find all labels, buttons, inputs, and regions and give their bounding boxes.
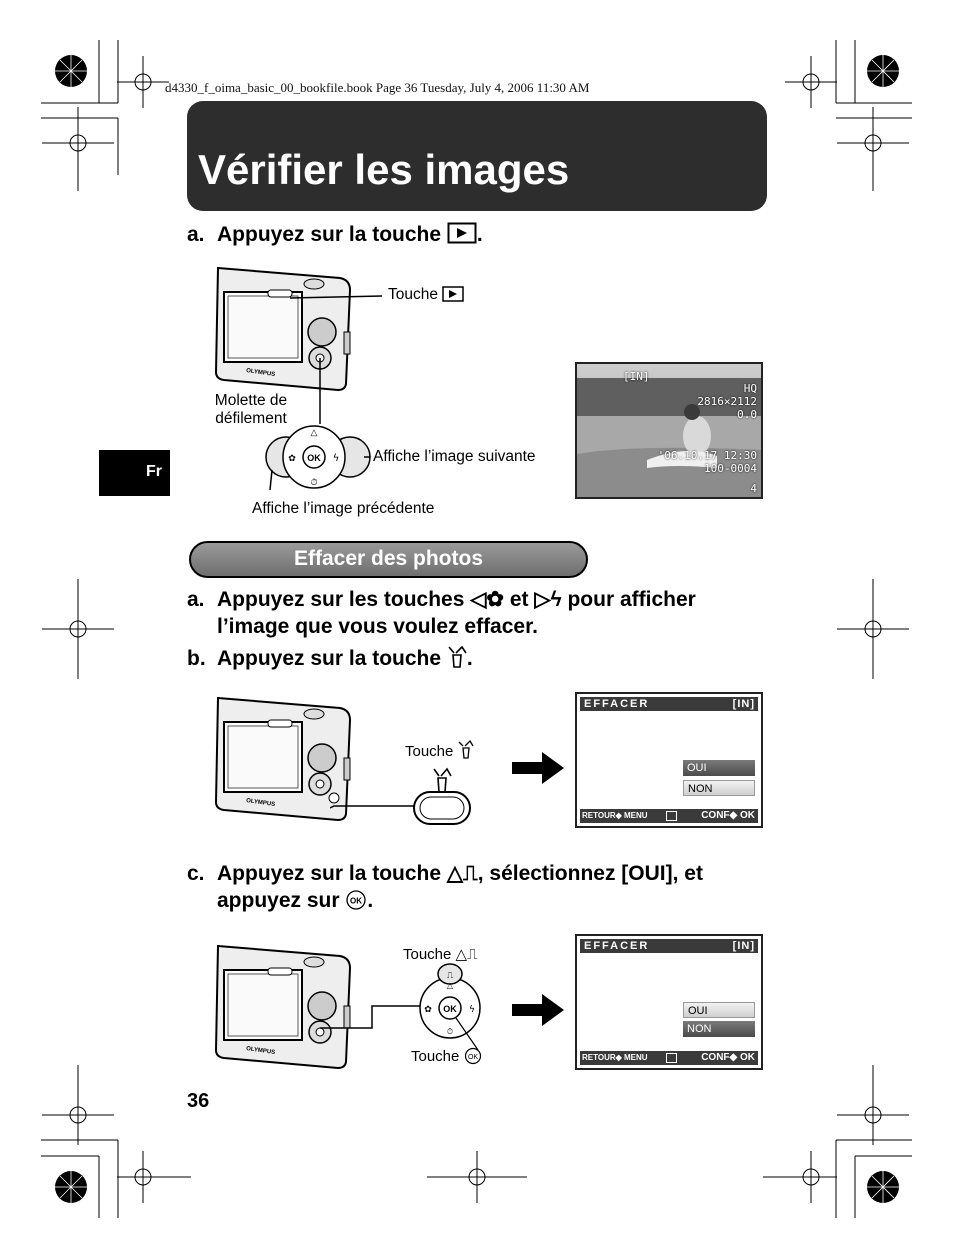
step-c-confirm: c. Appuyez sur la touche △⎍, sélectionnez [OUI], et appuyez sur OK . xyxy=(187,862,703,912)
ok-button-icon xyxy=(345,889,367,911)
screen-header: EFFACER [IN] xyxy=(580,697,758,711)
svg-text:✿: ✿ xyxy=(288,454,296,464)
play-button-icon xyxy=(447,222,477,244)
up-print-icon: △⎍ xyxy=(446,862,478,885)
step-b-erase: b. Appuyez sur la touche . xyxy=(187,647,473,670)
up-print-icon: △⎍ xyxy=(455,946,478,963)
svg-text:△: △ xyxy=(446,981,454,990)
svg-text:OK: OK xyxy=(307,453,321,463)
svg-text:ϟ: ϟ xyxy=(469,1005,475,1015)
svg-text:ϟ: ϟ xyxy=(332,453,340,464)
page-number: 36 xyxy=(187,1090,210,1112)
erase-icon xyxy=(458,740,474,760)
arrow-right-icon xyxy=(512,752,566,784)
left-macro-icon: ◁✿ xyxy=(470,588,504,611)
step-a-play xyxy=(187,221,747,249)
svg-text:OLYMPUS: OLYMPUS xyxy=(245,1046,276,1057)
scroll-wheel-label: Molette de défilement xyxy=(214,392,288,427)
svg-text:OK: OK xyxy=(467,1054,478,1061)
screen-footer: RETOUR◆ MENU CONF◆ OK xyxy=(580,1051,758,1065)
screen-header: EFFACER [IN] xyxy=(580,939,758,953)
step-index: a. xyxy=(187,223,205,246)
arrow-pad-1 xyxy=(262,424,374,490)
option-oui[interactable]: OUI xyxy=(683,760,755,776)
step-a-navigate: a. Appuyez sur les touches ◁✿ et ▷ϟ pour afficher l’image que vous voulez effacer. xyxy=(187,588,696,638)
right-flash-icon: ▷ϟ xyxy=(534,588,562,611)
touche-ok-label: Touche OK xyxy=(411,1047,482,1065)
touche-up-label: Touche △⎍ xyxy=(403,946,478,963)
erase-icon xyxy=(447,645,467,669)
file-header-note: d4330_f_oima_basic_00_bookfile.book Page 36 Tuesday, July 4, 2006 11:30 AM xyxy=(165,80,590,95)
option-oui[interactable]: OUI xyxy=(683,1002,755,1018)
svg-text:OLYMPUS: OLYMPUS xyxy=(245,798,276,809)
step-text: Appuyez sur la touche . xyxy=(217,223,483,246)
previous-image-label: Affiche l’image précédente xyxy=(252,500,435,517)
erase-callout-line xyxy=(330,760,475,830)
photo-scene xyxy=(577,364,761,497)
ok-button-icon xyxy=(464,1047,482,1065)
touche-erase-label: Touche xyxy=(405,740,474,760)
arrow-right-icon xyxy=(512,994,566,1026)
svg-text:⏱: ⏱ xyxy=(310,477,318,487)
svg-text:✿: ✿ xyxy=(424,1005,432,1015)
section-heading-pill: Effacer des photos xyxy=(189,541,588,578)
erase-screen-2 xyxy=(575,934,763,1070)
svg-text:OK: OK xyxy=(443,1004,457,1014)
erase-icon xyxy=(432,766,452,794)
arrow-pad-callout xyxy=(320,960,495,1060)
option-non[interactable]: NON xyxy=(683,780,755,796)
screen-footer: RETOUR◆ MENU CONF◆ OK xyxy=(580,809,758,823)
play-button-icon xyxy=(442,286,464,302)
next-image-label: Affiche l’image suivante xyxy=(373,448,536,465)
svg-text:⎍: ⎍ xyxy=(446,970,454,980)
playback-photo: [IN] HQ 2816×2112 0.0 '06.10.17 12:30 100-0004 4 xyxy=(575,362,763,499)
language-tab: Fr xyxy=(99,450,170,496)
callout-lines-1 xyxy=(280,290,390,430)
option-non[interactable]: NON xyxy=(683,1021,755,1037)
touche-play-label: Touche xyxy=(388,286,464,304)
page-title: Vérifier les images xyxy=(198,146,570,193)
svg-text:OK: OK xyxy=(350,896,363,906)
svg-text:△: △ xyxy=(310,427,318,437)
svg-text:⏱: ⏱ xyxy=(446,1027,454,1036)
updown-icon xyxy=(666,1053,677,1063)
updown-icon xyxy=(666,811,677,821)
erase-screen-1 xyxy=(575,692,763,828)
svg-text:OLYMPUS: OLYMPUS xyxy=(245,368,276,379)
